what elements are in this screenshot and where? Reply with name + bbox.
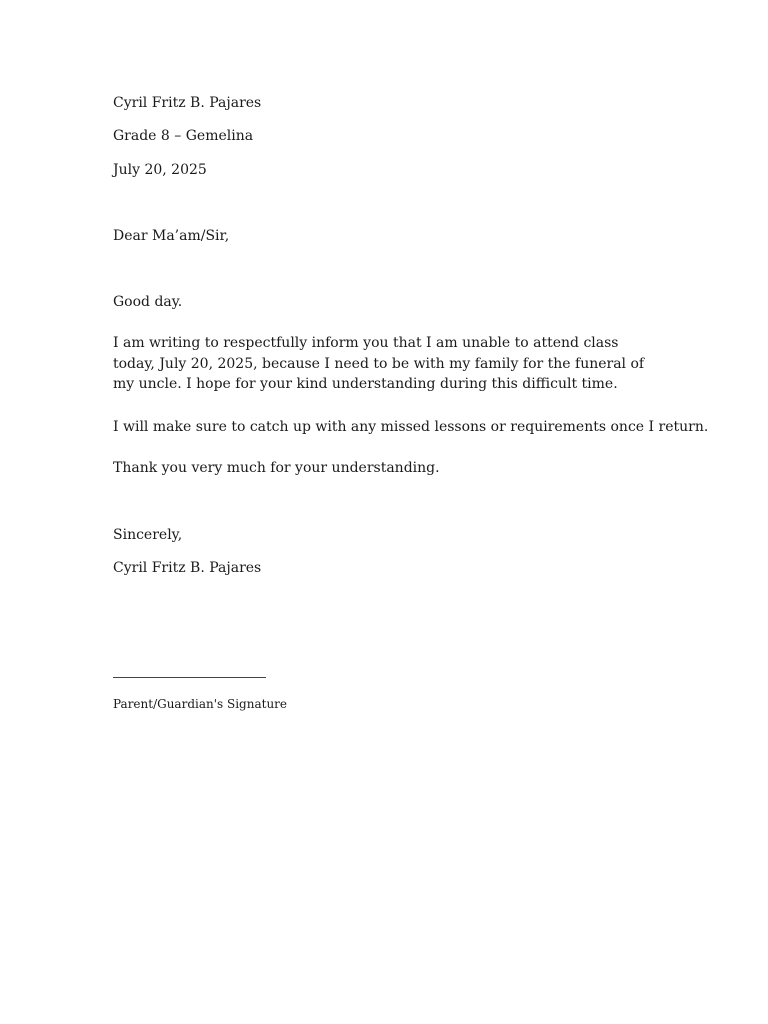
closing: Sincerely, [113, 527, 183, 543]
signature-label: Parent/Guardian's Signature [113, 697, 288, 711]
body-paragraph-2: I will make sure to catch up with any missed lessons or requirements once I return. [113, 419, 709, 435]
grade-section: Grade 8 – Gemelina [113, 128, 254, 144]
salutation: Dear Ma’am/Sir, [113, 228, 230, 244]
letter-date: July 20, 2025 [113, 162, 207, 178]
signer-name: Cyril Fritz B. Pajares [113, 560, 262, 576]
student-name: Cyril Fritz B. Pajares [113, 95, 262, 111]
signature-line [113, 677, 266, 678]
greeting: Good day. [113, 294, 183, 310]
body-paragraph-1: I am writing to respectfully inform you that I am unable to attend class today, July 20, 2025, because I need to be with my family for the funeral of my uncle. I hope for your kind understanding during this difficult time. [113, 335, 645, 392]
body-paragraph-3: Thank you very much for your understanding. [113, 460, 440, 476]
